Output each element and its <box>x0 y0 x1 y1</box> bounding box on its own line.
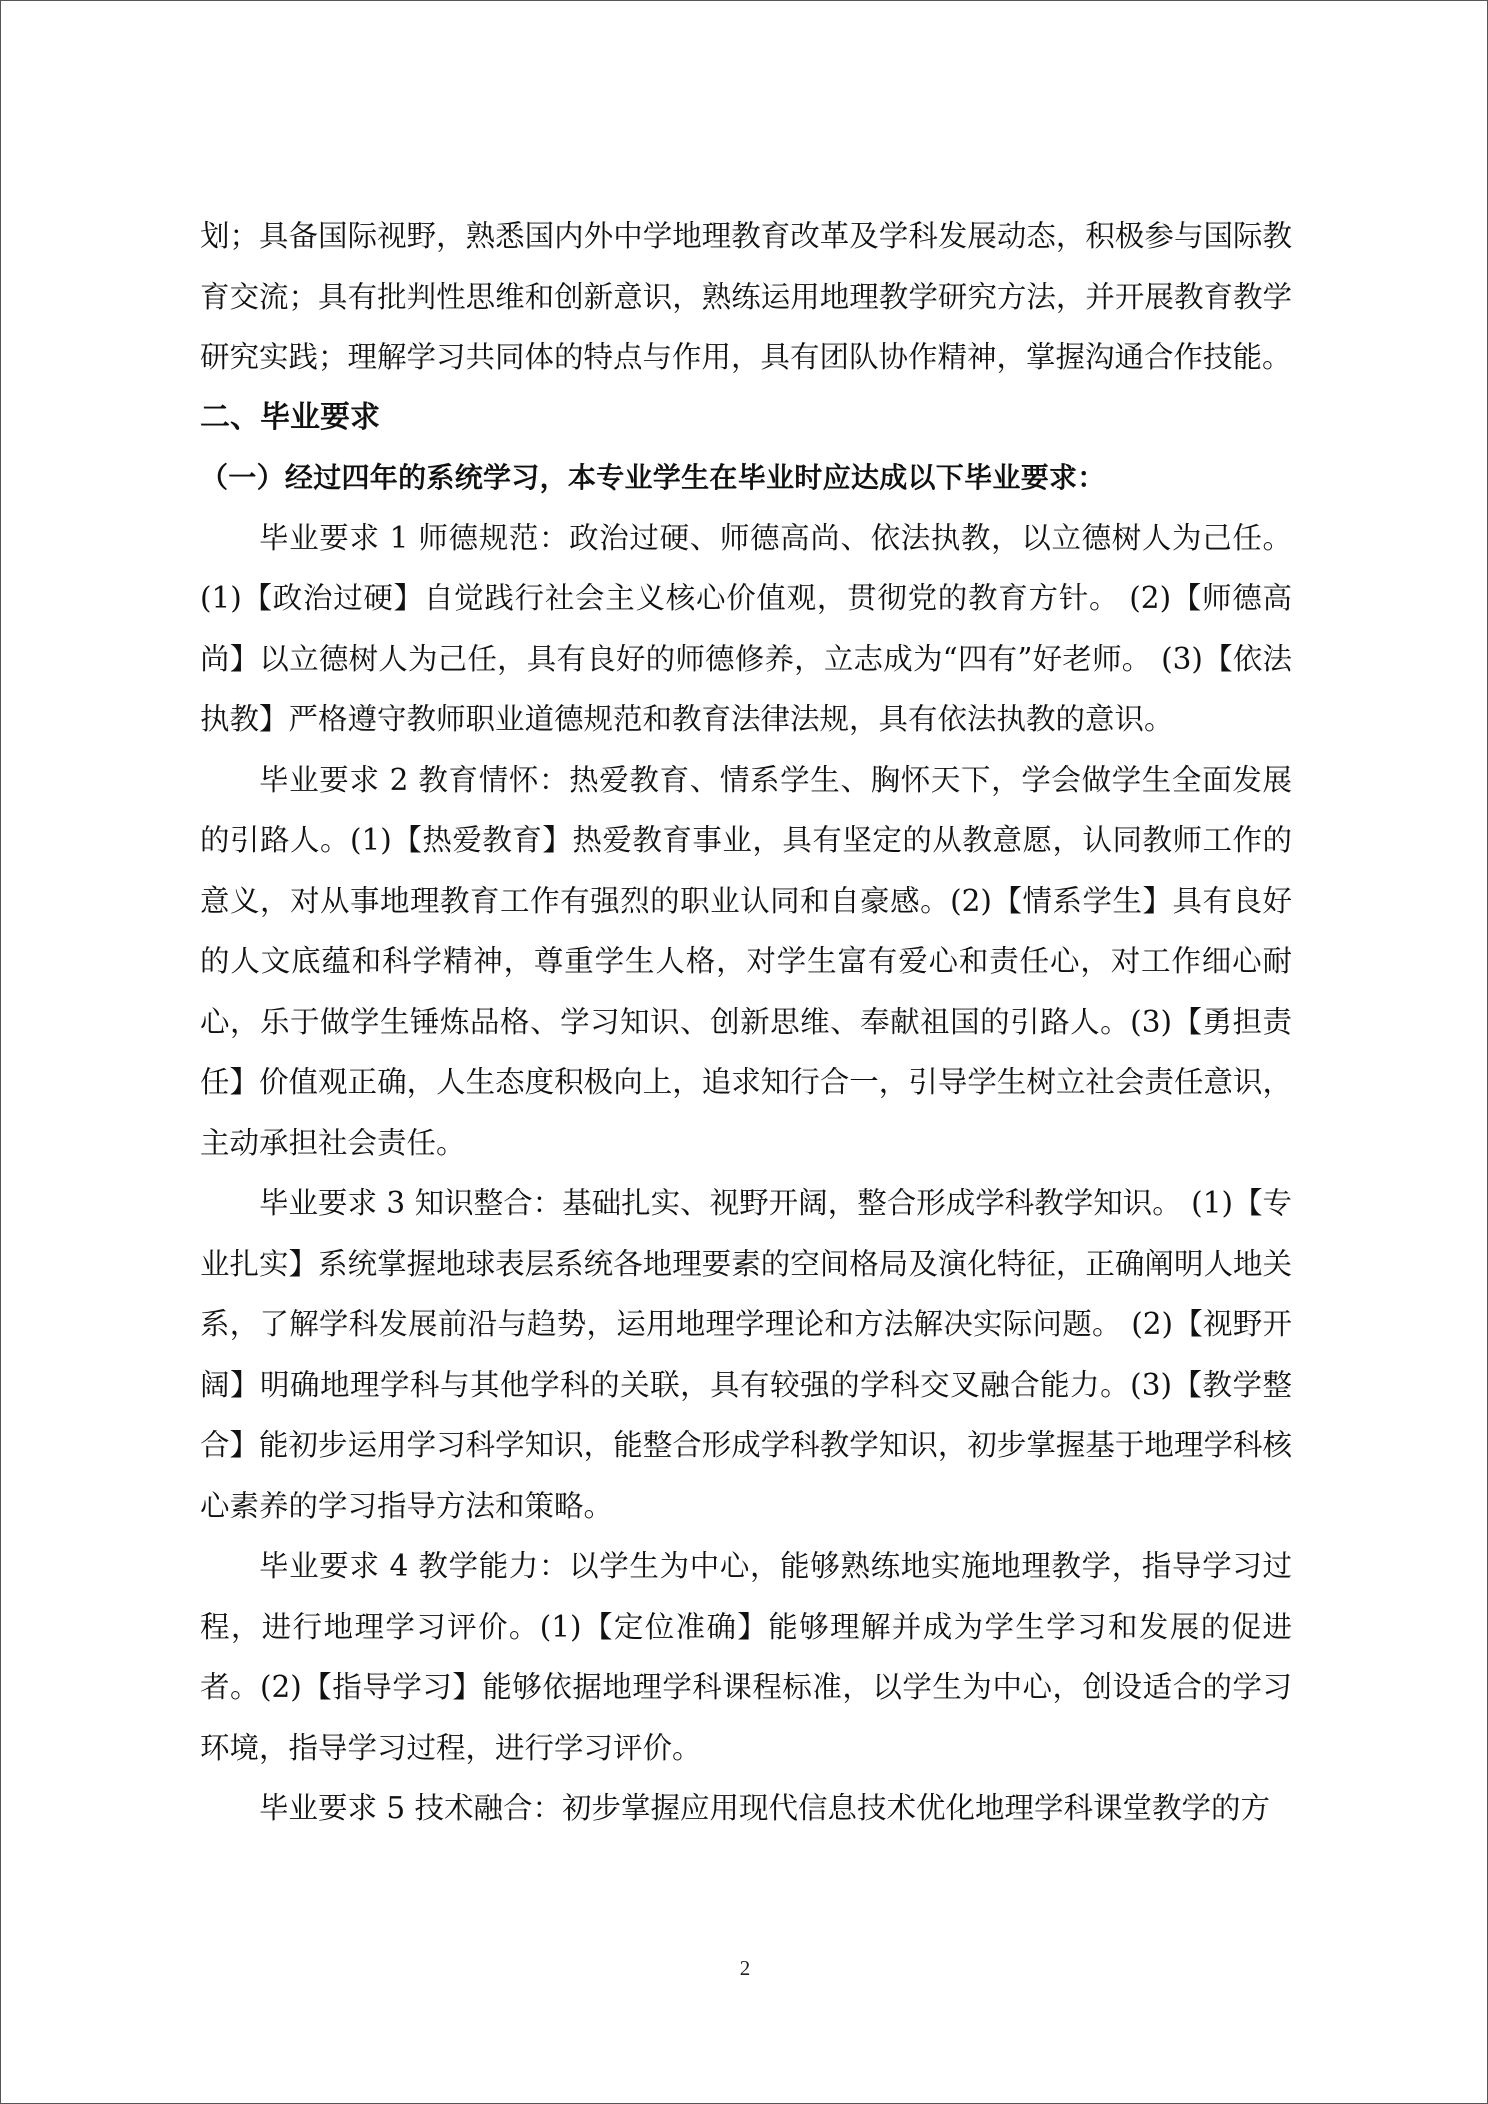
requirement-paragraph-4: 毕业要求 4 教学能力：以学生为中心，能够熟练地实施地理教学，指导学习过程，进行地理学习评价。(1)【定位准确】能够理解并成为学生学习和发展的促进者。(2)【指导学习】能够依据地理学科课程标准，以学生为中心，创设适合的学习环境，指导学习过程，进行学习评价。 <box>200 1549 1292 1765</box>
requirement-paragraph-5: 毕业要求 5 技术融合：初步掌握应用现代信息技术优化地理学科课堂教学的方 <box>259 1791 1271 1825</box>
page-body <box>200 206 1292 1839</box>
requirement-paragraph-2: 毕业要求 2 教育情怀：热爱教育、情系学生、胸怀天下，学会做学生全面发展的引路人。(1)【热爱教育】热爱教育事业，具有坚定的从教意愿，认同教师工作的意义，对从事地理教育工作有强烈的职业认同和自豪感。(2)【情系学生】具有良好的人文底蕴和科学精神，尊重学生人格，对学生富有爱心和责任心，对工作细心耐心，乐于做学生锤炼品格、学习知识、创新思维、奉献祖国的引路人。(3)【勇担责任】价值观正确，人生态度积极向上，追求知行合一，引导学生树立社会责任意识，主动承担社会责任。 <box>200 762 1292 1160</box>
intro-paragraph: 划；具备国际视野，熟悉国内外中学地理教育改革及学科发展动态，积极参与国际教育交流；具有批判性思维和创新意识，熟练运用地理教学研究方法，并开展教育教学研究实践；理解学习共同体的特点与作用，具有团队协作精神，掌握沟通合作技能。 <box>200 219 1292 374</box>
requirement-paragraph-1: 毕业要求 1 师德规范：政治过硬、师德高尚、依法执教，以立德树人为己任。 (1)【政治过硬】自觉践行社会主义核心价值观，贯彻党的教育方针。 (2)【师德高尚】以立德树人为己任，具有良好的师德修养，立志成为“四有”好老师。 (3)【依法执教】严格遵守教师职业道德规范和教育法律法规，具有依法执教的意识。 <box>200 520 1292 736</box>
page-number: 2 <box>739 1956 751 1980</box>
section-heading: 二、毕业要求 <box>200 399 380 435</box>
requirement-paragraph-3: 毕业要求 3 知识整合：基础扎实、视野开阔，整合形成学科教学知识。 (1)【专业扎实】系统掌握地球表层系统各地理要素的空间格局及演化特征，正确阐明人地关系，了解学科发展前沿与趋势，运用地理学理论和方法解决实际问题。 (2)【视野开阔】明确地理学科与其他学科的关联，具有较强的学科交叉融合能力。(3)【教学整合】能初步运用学习科学知识，能整合形成学科教学知识，初步掌握基于地理学科核心素养的学习指导方法和策略。 <box>200 1186 1292 1523</box>
subsection-heading: （一）经过四年的系统学习，本专业学生在毕业时应达成以下毕业要求： <box>200 460 1106 494</box>
